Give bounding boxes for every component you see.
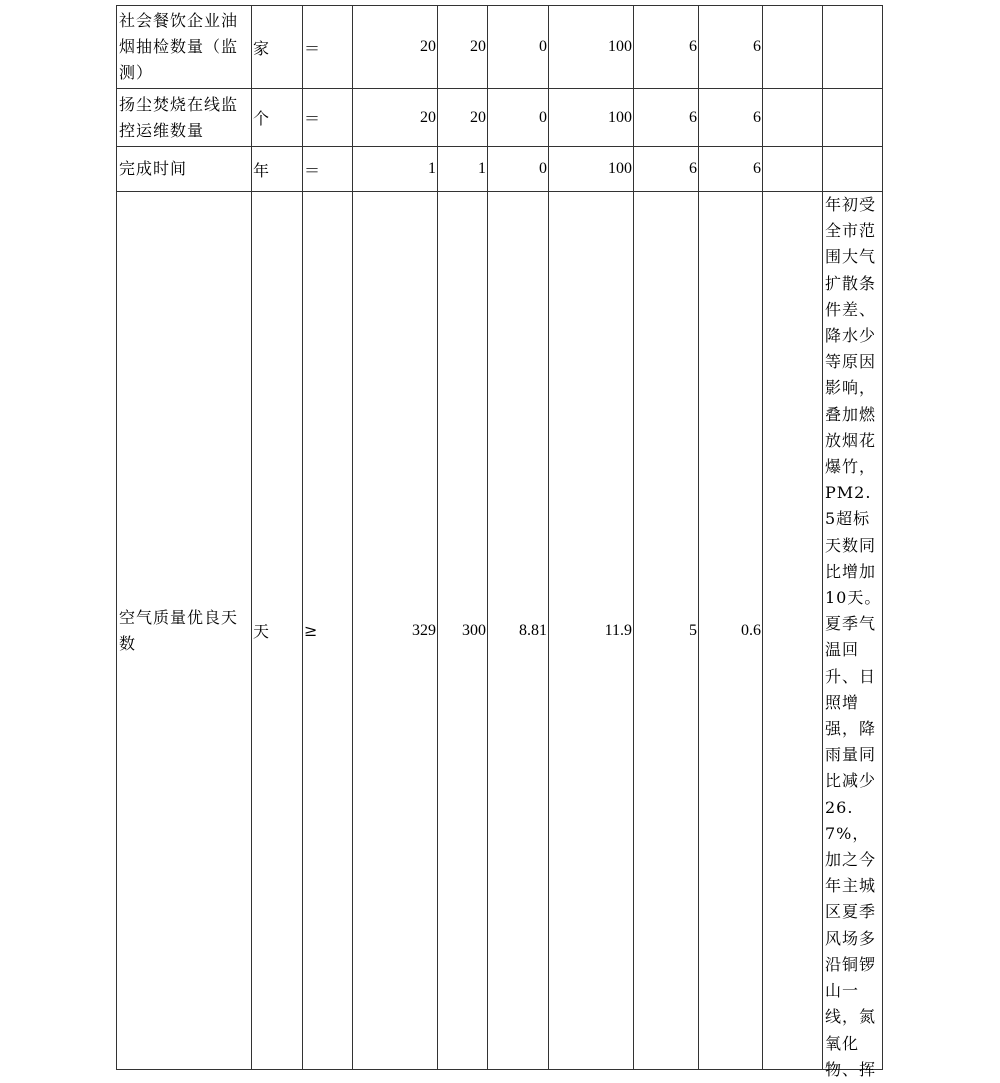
table-row (117, 192, 883, 1070)
weight-score: 5 (634, 192, 699, 1070)
deviation-note: 年初受全市范围大气扩散条件差、降水少等原因影响，叠加燃放烟花爆竹，PM2.5超标天数同比增加10天。夏季气温回升、日照增强，降雨量同比减少26.7%，加之今年主城区夏季风场多沿铜锣山一线，氮氧化物、挥 (825, 195, 882, 1079)
indicator-name: 完成时间 (117, 147, 252, 192)
weight-score: 6 (634, 147, 699, 192)
indicator-name: 社会餐饮企业油烟抽检数量（监测） (117, 6, 252, 89)
deviation-note (823, 6, 883, 89)
indicator-operator: ＝ (303, 89, 353, 147)
deviation-note-cell (823, 192, 883, 1079)
actual-value: 20 (438, 89, 488, 147)
target-value: 329 (353, 192, 438, 1070)
actual-value: 300 (438, 192, 488, 1070)
deviation-note (823, 89, 883, 147)
indicator-unit: 年 (252, 147, 303, 192)
actual-score: 0.6 (699, 192, 763, 1070)
actual-score: 6 (699, 147, 763, 192)
completion-rate: 11.9 (549, 192, 634, 1070)
blank-cell (763, 89, 823, 147)
completion-rate: 100 (549, 6, 634, 89)
blank-cell (763, 147, 823, 192)
completion-rate: 100 (549, 89, 634, 147)
table-row (117, 6, 883, 89)
actual-value: 20 (438, 6, 488, 89)
indicator-operator: ≥ (303, 192, 353, 1070)
deviation-note (823, 147, 883, 192)
indicator-name: 空气质量优良天数 (117, 192, 252, 1070)
blank-cell (763, 192, 823, 1070)
table-row (117, 89, 883, 147)
deviation-value: 0 (488, 89, 549, 147)
indicator-operator: ＝ (303, 147, 353, 192)
indicator-unit: 家 (252, 6, 303, 89)
weight-score: 6 (634, 89, 699, 147)
actual-value: 1 (438, 147, 488, 192)
deviation-value: 8.81 (488, 192, 549, 1070)
deviation-value: 0 (488, 6, 549, 89)
completion-rate: 100 (549, 147, 634, 192)
target-value: 20 (353, 89, 438, 147)
actual-score: 6 (699, 89, 763, 147)
deviation-value: 0 (488, 147, 549, 192)
target-value: 20 (353, 6, 438, 89)
weight-score: 6 (634, 6, 699, 89)
indicator-operator: ＝ (303, 6, 353, 89)
indicator-name: 扬尘焚烧在线监控运维数量 (117, 89, 252, 147)
table-row (117, 147, 883, 192)
indicator-unit: 个 (252, 89, 303, 147)
blank-cell (763, 6, 823, 89)
performance-table (116, 5, 883, 1079)
actual-score: 6 (699, 6, 763, 89)
indicator-unit: 天 (252, 192, 303, 1070)
target-value: 1 (353, 147, 438, 192)
